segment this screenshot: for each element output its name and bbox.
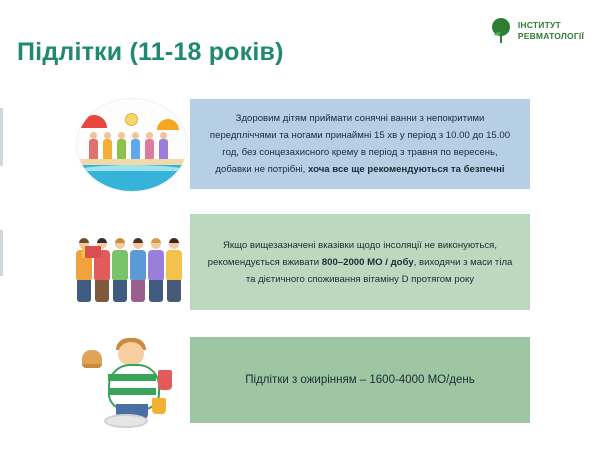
logo-text: [518, 20, 584, 42]
left-edge-mark: [0, 108, 3, 166]
content-block-supplement-dose: [72, 214, 530, 310]
callout-text-regular-2: , виходячи з маси тіла та дієтичного споживання вітаміну D протягом року: [245, 256, 513, 285]
left-edge-mark: [0, 230, 3, 276]
callout-text-regular: Здоровим дітям приймати сонячні ванни з непокритими передпліччями та ногами принаймні 15 хв у період з 10.00 до 15.00 год, без сонцезахисного крему в період з травня по вересень, добавки не потрібні,: [209, 113, 511, 175]
page-title: Підлітки (11-18 років): [17, 38, 284, 66]
institute-logo: [490, 18, 584, 44]
callout-sun-exposure: [190, 99, 530, 189]
callout-text-bold: хоча все ще рекомендуються та безпечні: [308, 164, 505, 175]
group-of-teenagers-illustration: [72, 214, 190, 310]
tree-leaf-icon: [490, 18, 512, 44]
beach-sunbathing-teens-illustration: [72, 96, 190, 192]
content-block-sun-exposure: [72, 96, 530, 192]
callout-text-bold: 800–2000 МО / добу: [321, 256, 414, 268]
logo-line-2: РЕВМАТОЛОГІЇ: [517, 31, 584, 41]
callout-text-regular: Якщо вищезазначені вказівки щодо інсоляції не виконуються, рекомендується вживати: [207, 239, 497, 268]
callout-text: Підлітки з ожирінням – 1600-4000 МО/день: [245, 373, 475, 386]
callout-obesity-dose: [190, 337, 530, 423]
obese-teenager-fast-food-illustration: [72, 332, 190, 428]
logo-line-1: ІНСТИТУТ: [517, 20, 561, 30]
callout-supplement-dose: [190, 214, 530, 310]
content-block-obesity-dose: [72, 332, 530, 428]
